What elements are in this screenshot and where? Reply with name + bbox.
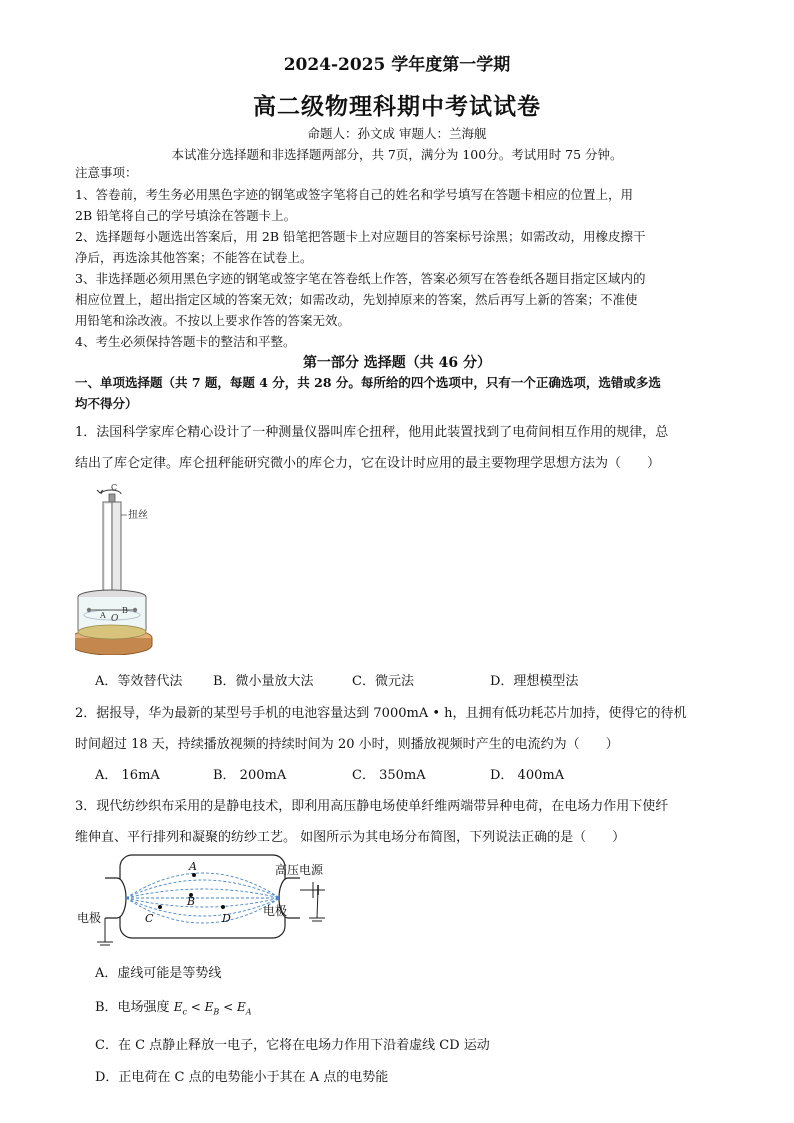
q1-stem-cont: 结出了库仑定律。库仑扭秤能研究微小的库仑力，它在设计时应用的最主要物理学思想方法为（ ） [75, 456, 661, 471]
note-line: 用铅笔和涂改液。不按以上要求作答的答案无效。 [75, 313, 351, 328]
exam-intro: 本试准分选择题和非选择题两部分，共 7页，满分为 100分。考试用时 75 分钟。 [171, 147, 623, 162]
q2-stem-cont: 时间超过 18 天，持续播放视频的持续时间为 20 小时，则播放视频时产生的电流约为（ ） [75, 737, 619, 752]
section-title: 第一部分 选择题（共 46 分） [302, 355, 492, 371]
torsion-balance-figure [75, 480, 185, 655]
q3-option-b-text: B．电场强度 [95, 1000, 170, 1015]
left-electrode-label: 电极 [77, 911, 102, 925]
q3-option-b-formula: $E_c < E_B < E_A$ [173, 1000, 252, 1017]
note-line: 4、考生必须保持答题卡的整洁和平整。 [75, 334, 296, 349]
power-source-label: 高压电源 [275, 863, 324, 877]
q3-option-b[interactable] [95, 996, 252, 1016]
q3-option-a[interactable]: A．虚线可能是等势线 [95, 966, 222, 981]
q1-option-a[interactable]: A．等效替代法 [95, 674, 183, 689]
q3-option-d[interactable]: D．正电荷在 C 点的电势能小于其在 A 点的电势能 [95, 1070, 389, 1085]
note-line: 净后，再选涂其他答案；不能答在试卷上。 [75, 250, 313, 265]
term-title: 2024-2025 学年度第一学期 [283, 55, 511, 75]
section-instruction: 一、单项选择题（共 7 题，每题 4 分，共 28 分。每所给的四个选项中，只有一个正确选项，选错或多选 [75, 375, 661, 390]
electric-field-figure [75, 850, 345, 950]
torsion-wire-label: 扭丝 [128, 510, 148, 521]
section-instruction-cont: 均不得分） [75, 396, 138, 411]
q2-option-d[interactable]: D． 400mA [490, 768, 565, 783]
notes-heading: 注意事项： [75, 165, 138, 180]
q2-stem: 2．据报导，华为最新的某型号手机的电池容量达到 7000mA • h，且拥有低功耗芯片加持，使得它的待机 [75, 706, 687, 721]
authors: 命题人：孙文成 审题人：兰海舰 [307, 126, 487, 141]
q3-stem: 3．现代纺纱织布采用的是静电技术，即利用高压静电场使单纤维两端带异种电荷，在电场力作用下使纤 [75, 799, 669, 814]
q1-option-b[interactable]: B．微小量放大法 [213, 674, 314, 689]
q2-option-a[interactable]: A． 16mA [95, 768, 160, 783]
note-line: 2、选择题每小题选出答案后，用 2B 铅笔把答题卡上对应题目的答案标号涂黑；如需改动，用橡皮擦干 [75, 229, 646, 244]
point-c-label: C [145, 912, 154, 925]
point-a-label: A [189, 860, 197, 873]
q2-option-c[interactable]: C． 350mA [352, 768, 426, 783]
q3-option-c[interactable]: C．在 C 点静止释放一电子，它将在电场力作用下沿着虚线 CD 运动 [95, 1038, 490, 1053]
note-line: 2B 铅笔将自己的学号填涂在答题卡上。 [75, 208, 297, 223]
svg-text:A: A [100, 611, 106, 620]
q1-option-d[interactable]: D．理想模型法 [490, 674, 579, 689]
right-electrode-label: 电极 [263, 904, 288, 918]
note-line: 3、非选择题必须用黑色字迹的钢笔或签字笔在答卷纸上作答，答案必须写在答卷纸各题目指定区域内的 [75, 271, 646, 286]
point-d-label: D [222, 912, 231, 925]
svg-text:O: O [111, 614, 119, 624]
q2-option-b[interactable]: B． 200mA [213, 768, 287, 783]
svg-text:C: C [111, 483, 118, 492]
q1-option-c[interactable]: C．微元法 [352, 674, 414, 689]
q1-stem: 1．法国科学家库仑精心设计了一种测量仪器叫库仑扭秤，他用此装置找到了电荷间相互作用的规律，总 [75, 425, 669, 440]
svg-text:B: B [122, 606, 128, 615]
note-line: 1、答卷前，考生务必用黑色字迹的钢笔或签字笔将自己的姓名和学号填写在答题卡相应的位置上，用 [75, 187, 633, 202]
note-line: 相应位置上，超出指定区域的答案无效；如需改动，先划掉原来的答案，然后再写上新的答案；不准使 [75, 292, 638, 307]
q3-stem-cont: 维伸直、平行排列和凝聚的纺纱工艺。 如图所示为其电场分布简图，下列说法正确的是（ ） [75, 830, 626, 845]
point-b-label: B [187, 895, 196, 908]
exam-title: 高二级物理科期中考试试卷 [253, 93, 541, 120]
